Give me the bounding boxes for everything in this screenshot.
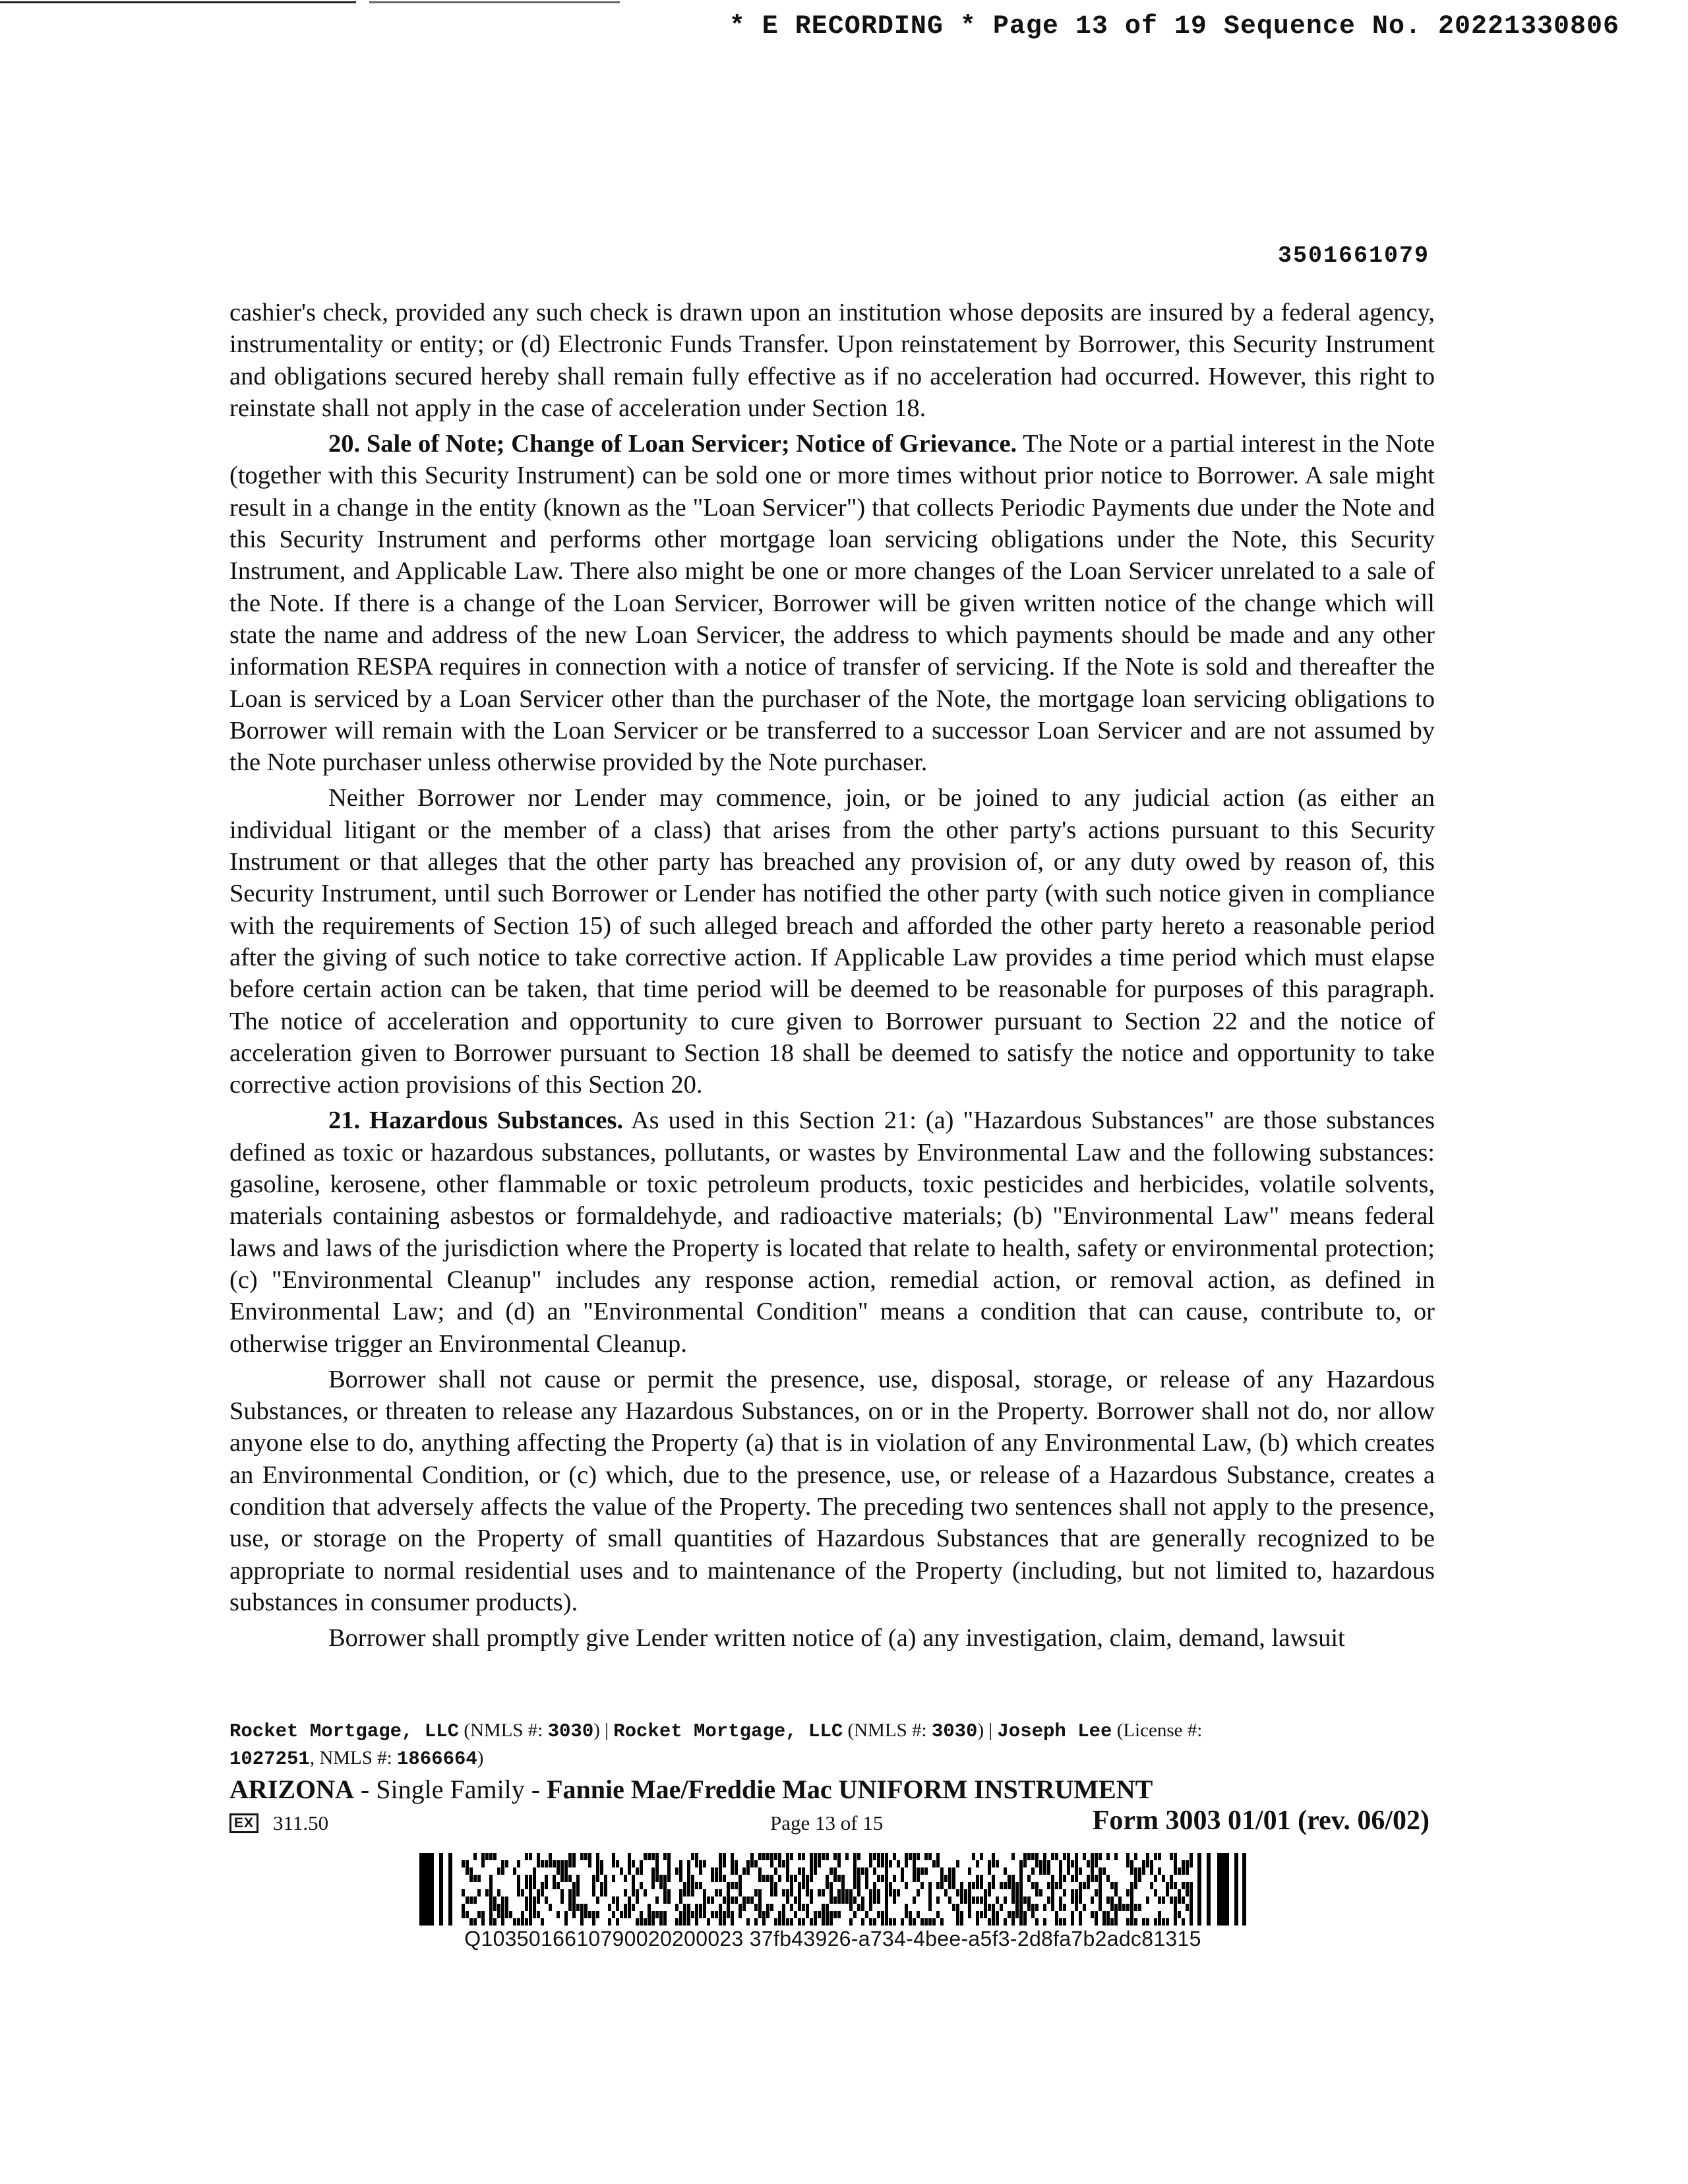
separator: ) | (977, 1720, 998, 1741)
form-code-number: 311.50 (273, 1811, 329, 1835)
paragraph-grievance: Neither Borrower nor Lender may commence, join, or be joined to any judicial action (as either an individual litigant or the member of a class) that arises from the other party's actions pursuant to this Security Instrument or that alleges that the other party has breached any provision of, or any duty owed by reason of, this Security Instrument, until such Borrower or Lender has notified the other party (with such notice given in compliance with the requirements of Section 15) of such alleged breach and afforded the other party hereto a reasonable period after the giving of such notice to take corrective action. If Applicable Law provides a time period which must elapse before certain action can be taken, that time period will be deemed to be reasonable for purposes of this paragraph. The notice of acceleration and opportunity to cure given to Borrower pursuant to Section 22 and the notice of acceleration given to Borrower pursuant to Section 18 shall be deemed to satisfy the notice and opportunity to take corrective action provisions of this Section 20. (229, 784, 1435, 1099)
state-name: ARIZONA (229, 1774, 354, 1804)
nmls-label: (NMLS #: (459, 1720, 548, 1741)
instrument-name: Fannie Mae/Freddie Mac UNIFORM INSTRUMENT (547, 1774, 1153, 1804)
form-type: - Single Family - (353, 1774, 547, 1804)
nmls-number: 3030 (931, 1720, 978, 1742)
barcode-text: Q1035016610790020200023 37fb43926-a734-4bee-a5f3-2d8fa7b2adc81315 (464, 1927, 1201, 1951)
ex-badge-icon: EX (229, 1813, 258, 1833)
loan-officer-name: Joseph Lee (997, 1720, 1112, 1742)
section-20-text: The Note or a partial interest in the Note (together with this Security Instrument) can be sold one or more times without prior notice to Borrower. A sale might result in a change in the entity (known as the "Loan Servicer") that collects Periodic Payments due under the Note and this Security Instrument and performs other mortgage loan servicing obligations under the Note, this Security Instrument, and Applicable Law. There also might be one or more changes of the Loan Servicer unrelated to a sale of the Note. If there is a change of the Loan Servicer, Borrower will be given written notice of the change which will state the name and address of the new Loan Servicer, the address to which payments should be made and any other information RESPA requires in connection with a notice of transfer of servicing. If the Note is sold and thereafter the Loan is serviced by a Loan Servicer other than the purchaser of the Note, the mortgage loan servicing obligations to Borrower will remain with the Loan Servicer or be transferred to a successor Loan Servicer and are not assumed by the Note purchaser unless otherwise provided by the Note purchaser. (229, 430, 1435, 777)
paragraph-notice: Borrower shall promptly give Lender written notice of (a) any investigation, claim, demand, lawsuit (328, 1624, 1345, 1653)
top-scan-rule (0, 1, 356, 3)
section-21-text: As used in this Section 21: (a) "Hazardous Substances" are those substances defined as toxic or hazardous substances, pollutants, or wastes by Environmental Law and the following substances: gasoline, kerosene, other flammable or toxic petroleum products, toxic pesticides and herbicides, volatile solvents, materials containing asbestos or formaldehyde, and radioactive materials; (b) "Environmental Law" means federal laws and laws of the jurisdiction where the Property is located that relate to health, safety or environmental protection; (c) "Environmental Cleanup" includes any response action, remedial action, or removal action, as defined in Environmental Law; and (d) an "Environmental Condition" means a condition that can cause, contribute to, or otherwise trigger an Environmental Cleanup. (229, 1107, 1435, 1358)
form-number: Form 3003 01/01 (rev. 06/02) (1092, 1805, 1430, 1836)
separator: ) | (593, 1720, 614, 1741)
form-code (229, 1811, 328, 1835)
section-21-title: 21. Hazardous Substances. (328, 1107, 624, 1135)
close-paren: ) (477, 1747, 484, 1769)
form-title-line (229, 1774, 1153, 1805)
page-number: Page 13 of 15 (770, 1811, 884, 1835)
recording-header: * E RECORDING * Page 13 of 19 Sequence No. 20221330806 (729, 12, 1619, 42)
section-20-title: 20. Sale of Note; Change of Loan Servicer; Notice of Grievance. (328, 430, 1017, 458)
nmls-number: 3030 (547, 1720, 594, 1742)
top-scan-rule-2 (369, 1, 620, 3)
section-20 (229, 428, 1435, 778)
section-21 (229, 1105, 1435, 1359)
company-name: Rocket Mortgage, LLC (613, 1720, 843, 1742)
paragraph-reinstatement: cashier's check, provided any such check is drawn upon an institution whose deposits are insured by a federal agency, instrumentality or entity; or (d) Electronic Funds Transfer. Upon reinstatement by Borrower, this Security Instrument and obligations secured hereby shall remain fully effective as if no acceleration had occurred. However, this right to reinstate shall not apply in the case of acceleration under Section 18. (229, 299, 1435, 422)
company-name: Rocket Mortgage, LLC (229, 1720, 460, 1742)
document-body (229, 297, 1435, 1658)
license-label: (License #: (1112, 1720, 1203, 1741)
footer-company-line (229, 1717, 1416, 1773)
nmls-number: 1866664 (396, 1748, 477, 1770)
license-number: 1027251 (229, 1748, 310, 1770)
barcode (419, 1853, 1246, 1926)
loan-number: 3501661079 (1277, 243, 1430, 269)
paragraph-hazardous-use: Borrower shall not cause or permit the presence, use, disposal, storage, or release of any Hazardous Substances, or threaten to release any Hazardous Substances, on or in the Property. Borrower shall not do, nor allow anyone else to do, anything affecting the Property (a) that is in violation of any Environmental Law, (b) which creates an Environmental Condition, or (c) which, due to the presence, use, or release of a Hazardous Substance, creates a condition that adversely affects the value of the Property. The preceding two sentences shall not apply to the presence, use, or storage on the Property of small quantities of Hazardous Substances that are generally recognized to be appropriate to normal residential uses and to maintenance of the Property (including, but not limited to, hazardous substances in consumer products). (229, 1365, 1435, 1616)
nmls-label: (NMLS #: (843, 1720, 932, 1741)
nmls-label: , NMLS #: (309, 1747, 397, 1769)
